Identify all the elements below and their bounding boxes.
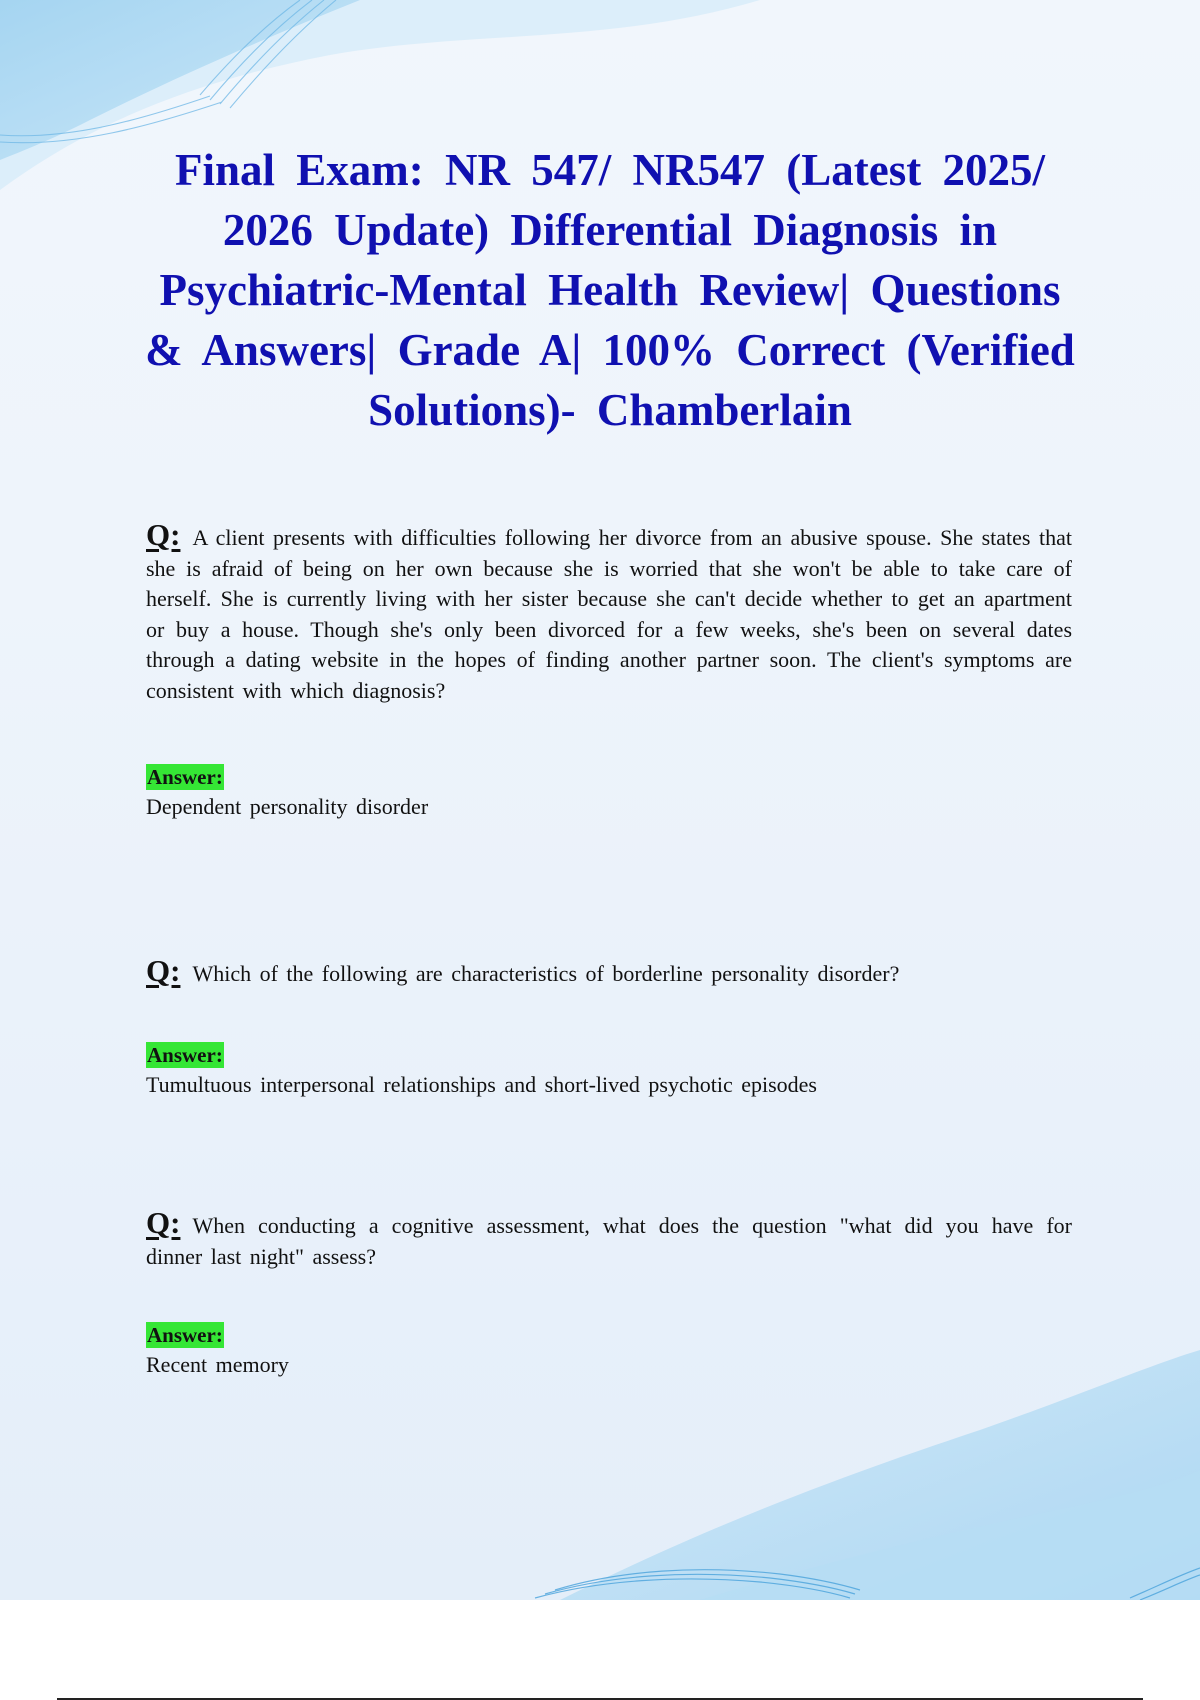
question-text: When conducting a cognitive assessment, what does the question "what did you have for dinner last night" assess? — [146, 1213, 1072, 1269]
answer-text: Tumultuous interpersonal relationships and short-lived psychotic episodes — [146, 1071, 817, 1097]
question-1 — [146, 517, 1072, 706]
question-label: Q: — [146, 517, 181, 552]
answer-label: Answer: — [147, 765, 223, 789]
qa-item-2 — [146, 953, 1072, 1100]
question-2 — [146, 953, 1072, 990]
question-label: Q: — [146, 1205, 181, 1240]
question-3 — [146, 1205, 1072, 1272]
question-text: A client presents with difficulties following her divorce from an abusive spouse. She states that she is afraid of being on her own because she is worried that she won't be able to take care of herself. She is currently living with her sister because she can't decide whether to get an apartment or buy a house. Though she's only been divorced for a few weeks, she's been on several dates through a dating website in the hopes of finding another partner soon. The client's symptoms are consistent with which diagnosis? — [146, 525, 1072, 703]
question-text: Which of the following are characteristics of borderline personality disorder? — [192, 961, 900, 986]
document-title: Final Exam: NR 547/ NR547 (Latest 2025/ 2026 Update) Differential Diagnosis in Psychiatric-Mental Health Review| Questions & Answers| Grade A| 100% Correct (Verified Solutions)- Chamberlain — [145, 145, 1075, 435]
answer-label: Answer: — [147, 1042, 223, 1067]
question-label: Q: — [146, 953, 181, 988]
qa-item-3 — [146, 1205, 1072, 1380]
answer-text: Recent memory — [146, 1352, 289, 1377]
qa-item-1 — [146, 517, 1072, 822]
answer-label: Answer: — [147, 1323, 223, 1347]
answer-text: Dependent personality disorder — [146, 794, 429, 819]
